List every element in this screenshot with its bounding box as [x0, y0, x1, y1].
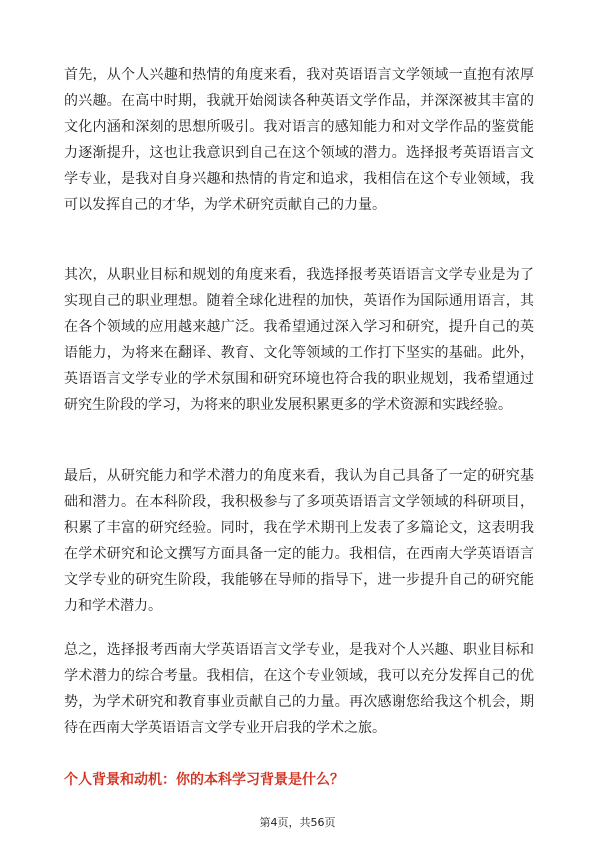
- question-heading: 个人背景和动机：你的本科学习背景是什么？: [64, 772, 344, 788]
- page-number-footer: 第4页，共56页: [259, 816, 336, 829]
- paragraph-interest: 首先，从个人兴趣和热情的角度来看，我对英语语言文学领域一直抱有浓厚的兴趣。在高中时期，我就开始阅读各种英语文学作品，并深深被其丰富的文化内涵和深刻的思想所吸引。我对语言的感知能力和对文学作品的鉴赏能力逐渐提升，这也让我意识到自己在这个领域的潜力。选择报考英语语言文学专业，是我对自身兴趣和热情的肯定和追求，我相信在这个专业领域，我可以发挥自己的才华，为学术研究贡献自己的力量。: [64, 67, 534, 213]
- paragraph-career: 其次，从职业目标和规划的角度来看，我选择报考英语语言文学专业是为了实现自己的职业理想。随着全球化进程的加快，英语作为国际通用语言，其在各个领域的应用越来越广泛。我希望通过深入学习和研究，提升自己的英语能力，为将来在翻译、教育、文化等领域的工作打下坚实的基础。此外，英语语言文学专业的学术氛围和研究环境也符合我的职业规划，我希望通过研究生阶段的学习，为将来的职业发展积累更多的学术资源和实践经验。: [64, 267, 534, 413]
- paragraph-research: 最后，从研究能力和学术潜力的角度来看，我认为自己具备了一定的研究基础和潜力。在本科阶段，我积极参与了多项英语语言文学领域的科研项目，积累了丰富的研究经验。同时，我在学术期刊上发表了多篇论文，这表明我在学术研究和论文撰写方面具备一定的能力。我相信，在西南大学英语语言文学专业的研究生阶段，我能够在导师的指导下，进一步提升自己的研究能力和学术潜力。: [64, 468, 534, 614]
- paragraph-conclusion: 总之，选择报考西南大学英语语言文学专业，是我对个人兴趣、职业目标和学术潜力的综合考量。我相信，在这个专业领域，我可以充分发挥自己的优势，为学术研究和教育事业贡献自己的力量。再次感谢您给我这个机会，期待在西南大学英语语言文学专业开启我的学术之旅。: [64, 642, 534, 736]
